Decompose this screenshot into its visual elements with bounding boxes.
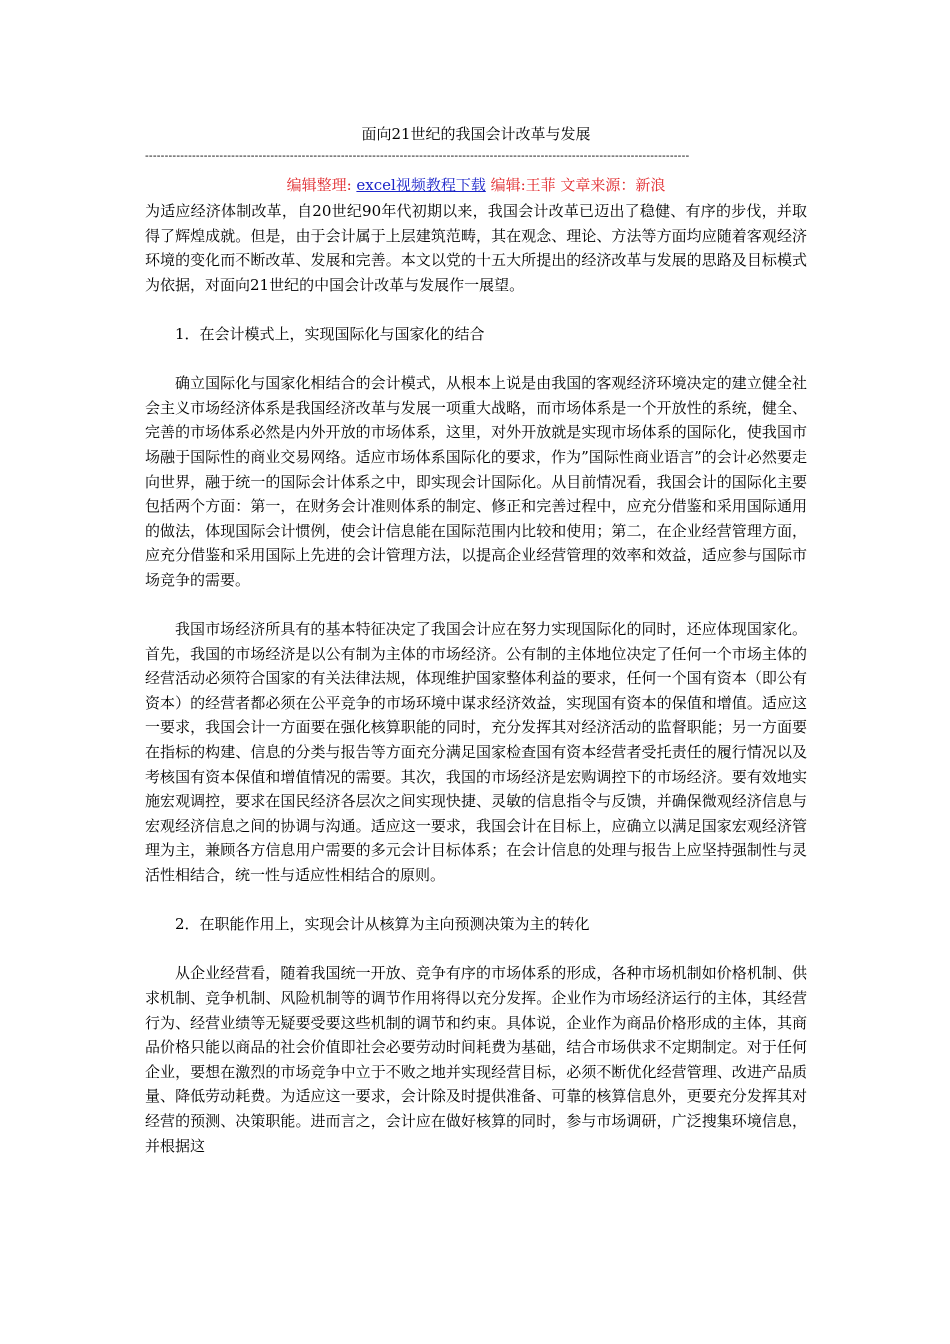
section-heading-1: 1．在会计模式上，实现国际化与国家化的结合 <box>175 324 485 343</box>
body-paragraph: 从企业经营看，随着我国统一开放、竞争有序的市场体系的形成，各种市场机制如价格机制、供求机制、竞争机制、风险机制等的调节作用将得以充分发挥。企业作为市场经济运行的主体，其经营行为、经营业绩等无疑要受要这些机制的调节和约束。具体说，企业作为商品价格形成的主体，其商品价格只能以商品的社会价值即社会必要劳动时间耗费为基础，结合市场供求不定期制定。对于任何企业，要想在激烈的市场竞争中立于不败之地并实现经营目标，必须不断优化经营管理、改进产品质量、降低劳动耗费。为适应这一要求，会计除及时提供准备、可靠的核算信息外，更要充分发挥其对经营的预测、决策职能。进而言之，会计应在做好核算的同时，参与市场调研，广泛搜集环境信息，并根据这 <box>145 964 807 1155</box>
intro-paragraph: 为适应经济体制改革，自20世纪90年代初期以来，我国会计改革已迈出了稳健、有序的步伐，并取得了辉煌成就。但是，由于会计属于上层建筑范畴，其在观念、理论、方法等方面均应随着客观经济环境的变化而不断改革、发展和完善。本文以党的十五大所提出的经济改革与发展的思路及目标模式为依据，对面向21世纪的中国会计改革与发展作一展望。 <box>145 202 807 294</box>
editor-label: 编辑整理: <box>286 176 357 194</box>
excel-tutorial-link[interactable]: excel视频教程下载 <box>356 176 486 194</box>
section-heading-2: 2．在职能作用上，实现会计从核算为主向预测决策为主的转化 <box>175 915 590 934</box>
document-title: 面向21世纪的我国会计改革与发展 <box>361 125 591 143</box>
body-paragraph: 确立国际化与国家化相结合的会计模式，从根本上说是由我国的客观经济环境决定的建立健全社会主义市场经济体系是我国经济改革与发展一项重大战略，而市场体系是一个开放性的系统，健全、完善的市场体系必然是内外开放的市场体系，这里，对外开放就是实现市场体系的国际化，使我国市场融于国际性的商业交易网络。适应市场体系国际化的要求，作为”国际性商业语言”的会计必然要走向世界，融于统一的国际会计体系之中，即实现会计国际化。从目前情况看，我国会计的国际化主要包括两个方面：第一，在财务会计准则体系的制定、修正和完善过程中，应充分借鉴和采用国际通用的做法，体现国际会计惯例，使会计信息能在国际范围内比较和使用；第二，在企业经营管理方面，应充分借鉴和采用国际上先进的会计管理方法，以提高企业经营管理的效率和效益，适应参与国际市场竞争的需要。 <box>145 374 807 589</box>
body-paragraph: 我国市场经济所具有的基本特征决定了我国会计应在努力实现国际化的同时，还应体现国家化。首先，我国的市场经济是以公有制为主体的市场经济。公有制的主体地位决定了任何一个市场主体的经营活动必须符合国家的有关法律法规，体现维护国家整体利益的要求，任何一个国有资本（即公有资本）的经营者都必须在公平竞争的市场环境中谋求经济效益，实现国有资本的保值和增值。适应这一要求，我国会计一方面要在强化核算职能的同时，充分发挥其对经济活动的监督职能；另一方面要在指标的构建、信息的分类与报告等方面充分满足国家检查国有资本经营者受托责任的履行情况以及考核国有资本保值和增值情况的需要。其次，我国的市场经济是宏购调控下的市场经济。要有效地实施宏观调控，要求在国民经济各层次之间实现快捷、灵敏的信息指令与反馈，并确保微观经济信息与宏观经济信息之间的协调与沟通。适应这一要求，我国会计在目标上，应确立以满足国家宏观经济管理为主，兼顾各方信息用户需要的多元会计目标体系；在会计信息的处理与报告上应坚持强制性与灵活性相结合，统一性与适应性相结合的原则。 <box>145 620 807 885</box>
article-meta <box>145 173 807 197</box>
article-body <box>145 199 807 1183</box>
title-divider: ------------------------------------------------------------------------------------------------------------------------------------------- <box>145 149 690 162</box>
meta-rest: 编辑:王菲 文章来源：新浪 <box>485 176 666 194</box>
